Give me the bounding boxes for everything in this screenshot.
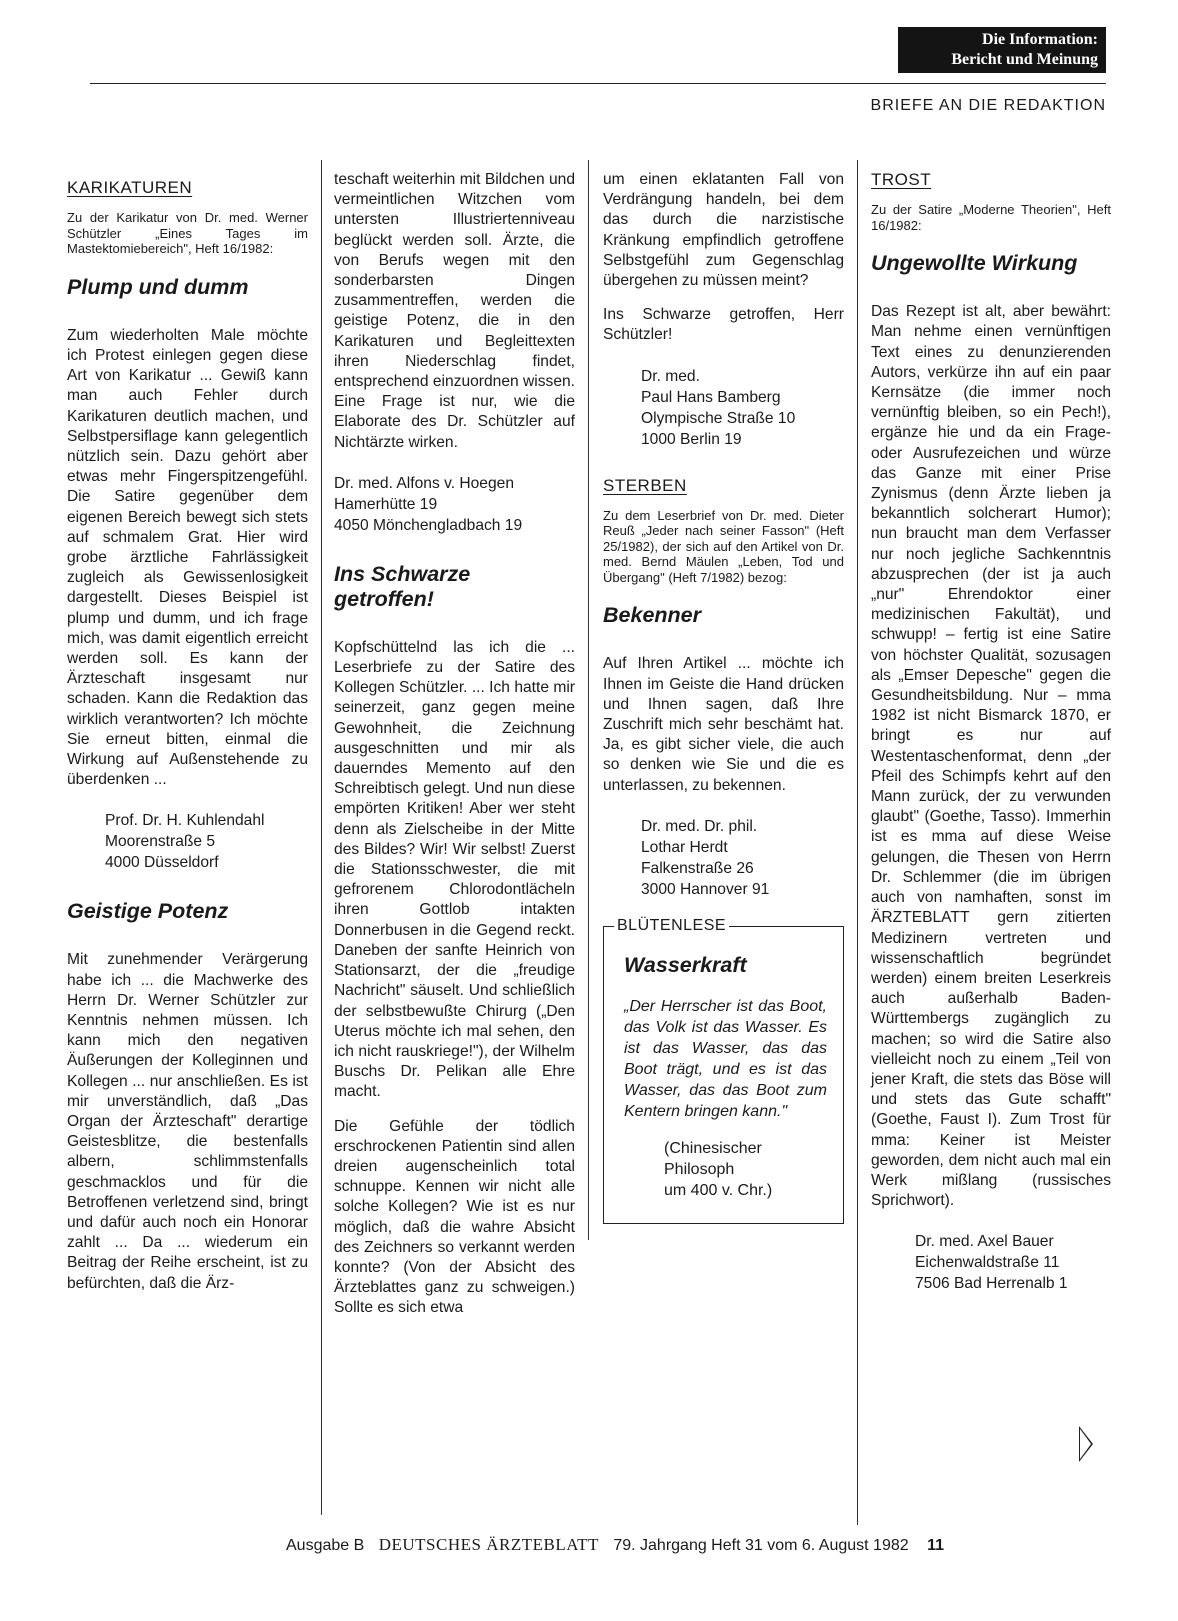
signature-line: Dr. med. Alfons v. Hoegen [334, 474, 514, 492]
signature-line: 7506 Bad Herrenalb 1 [915, 1275, 1068, 1293]
masthead-line-2: Bericht und Meinung [951, 51, 1098, 68]
signature [915, 1231, 1111, 1294]
letter-headline: Geistige Potenz [67, 899, 229, 924]
masthead-line-1: Die Information: [982, 31, 1098, 48]
signature-line: Hamerhütte 19 [334, 495, 438, 513]
signature-line: 1000 Berlin 19 [641, 430, 742, 448]
signature [641, 816, 844, 900]
signature-line: Prof. Dr. H. Kuhlendahl [105, 812, 265, 830]
letter-headline: Bekenner [603, 603, 701, 628]
letter-body: Zum wiederholten Male möchte ich Protest einlegen gegen diese Art von Karikatur ... Gewiß kann man auch Fehler durch Karikaturen deutlich machen, und Selbstpersiflage kann gelegentlich nützlich sein. Dazu gehört aber etwas mehr Fingerspitzengefühl. Die Satire gegenüber dem eigenen Bereich bewegt sich stets auf schmalem Grat. Hier wird grobe ärztliche Fahrlässigkeit zugleich als Gewissenlosigkeit dargestellt. Dieses Beispiel ist plump und dumm, und ich frage mich, was damit eigentlich erreicht werden soll. Es kann der Ärzteschaft insgesamt nur schaden. Kann die Redaktion das wirklich verantworten? Ich möchte Sie erneut bitten, einmal die Wirkung auf Außenstehende zu überdenken ... [67, 326, 308, 789]
signature-line: 3000 Hannover 91 [641, 880, 770, 898]
bluetenlese-box [603, 916, 844, 1224]
signature-line: Dr. med. Dr. phil. [641, 817, 758, 835]
footer-brand: DEUTSCHES ÄRZTEBLATT [378, 1535, 599, 1554]
quote-source-line: Philosoph [664, 1160, 735, 1178]
signature-line: Olympische Straße 10 [641, 409, 796, 427]
quote-source-line: um 400 v. Chr.) [664, 1181, 773, 1199]
signature [641, 366, 844, 450]
rubric-trost: TROST [871, 170, 932, 189]
column-1 [67, 178, 308, 1294]
box-label: BLÜTENLESE [614, 916, 729, 936]
column-2 [334, 170, 575, 1319]
letter-headline: Plump und dumm [67, 274, 249, 299]
box-headline: Wasserkraft [624, 952, 747, 977]
signature-line: Falkenstraße 26 [641, 859, 754, 877]
box-quote: „Der Herrscher ist das Boot, das Volk ist das Wasser. Es ist das Wasser, das das Boot trägt, und es ist das Wasser, das das Boot zum Kentern bringen kann." [624, 997, 827, 1120]
continue-arrow-icon [1079, 1426, 1093, 1462]
section-title: BRIEFE AN DIE REDAKTION [870, 97, 1106, 114]
column-divider [857, 160, 858, 1525]
letter-body: Auf Ihren Artikel ... möchte ich Ihnen im Geiste die Hand drücken und Ihnen sagen, daß Ihre Zuschrift mich sehr beschämt hat. Ja, es gibt sicher viele, die auch so denken wie Sie und die es unterlassen, zu bekennen. [603, 655, 844, 794]
letter-body: um einen eklatanten Fall von Verdrängung handeln, bei dem das durch die narzistische Kränkung empfindlich getroffene Selbstgefühl zum Gegenschlag übergehen zu müssen meint? [603, 171, 844, 290]
rubric-karikaturen: KARIKATUREN [67, 178, 193, 197]
column-divider [321, 160, 322, 1515]
intro-text: Zu der Satire „Moderne Theorien", Heft 16/1982: [871, 202, 1111, 233]
signature-line: Dr. med. Axel Bauer [915, 1233, 1054, 1251]
intro-text: Zu dem Leserbrief von Dr. med. Dieter Reuß „Jeder nach seiner Fasson" (Heft 25/1982), der sich auf den Artikel von Dr. med. Bernd Mäulen „Leben, Tod und Übergang" (Heft 7/1982) bezog: [603, 507, 844, 585]
footer-issue: 79. Jahrgang Heft 31 vom 6. August 1982 [613, 1537, 909, 1554]
masthead [898, 27, 1106, 73]
signature-line: Moorenstraße 5 [105, 833, 216, 851]
signature-line: 4000 Düsseldorf [105, 854, 219, 872]
footer-edition: Ausgabe B [286, 1537, 365, 1554]
column-divider [588, 160, 589, 1240]
quote-source-line: (Chinesischer [664, 1139, 762, 1157]
signature [334, 473, 575, 536]
letter-headline: Ungewollte Wirkung [871, 251, 1078, 276]
letter-headline: Ins Schwarze getroffen! [334, 561, 471, 611]
signature-line: Paul Hans Bamberg [641, 388, 781, 406]
letter-body: Die Gefühle der tödlich erschrockenen Patientin sind allen dreien augenscheinlich total schnuppe. Kennen wir nicht alle solche Kollegen? Wie ist es nur möglich, daß die wahre Absicht des Zeichners so verkannt werden konnte? (Von der Absicht des Ärzteblattes ganz zu schweigen.) Sollte es sich etwa [334, 1117, 575, 1317]
letter-body: Das Rezept ist alt, aber bewährt: Man nehme einen vernünftigen Text eines zu denunzierenden Autors, verkürze ihn auf ein paar Kernsätze (die immer noch vernünftig bleiben, so ein Pech!), ergänze hie und da ein Frage- oder Ausrufezeichen und würze das Ganze mit einer Prise Zynismus (denn Ärzte lieben ja bekanntlich solcherart Humor); nun braucht man dem Verfasser nur noch jegliche Sachkenntnis abzusprechen (der ist ja auch „nur" Ehrendoktor einer medizinischen Fakultät), und schwupp! – fertig ist eine Satire von höchster Qualität, sozusagen als „Emser Depesche" gegen die Gesundheitsbildung. Nur – mma 1982 ist nicht Bismarck 1870, er bringt es nur auf Westentaschenformat, denn „der Pfeil des Schimpfs kehrt auf den Mann zurück, der zu verwunden glaubt" (Goethe, Tasso). Immerhin ist es mma auf diese Weise gelungen, die Thesen von Herrn Dr. Schlemmer (die im übrigen auch von namhaften, sonst im ÄRZTEBLATT gern zitierten Medizinern vertreten und wissenschaftlich begründet werden) einem breiten Leserkreis auch außerhalb Baden-Württembergs zugänglich zu machen; so wird die Satire also vielleicht noch zu einem „Teil von jener Kraft, die stets das Böse will und stets das Gute schafft" (Goethe, Faust I). Zum Trost für mma: Keiner ist Meister geworden, dem nicht auch mal ein Werk mißlang (russisches Sprichwort). [871, 303, 1111, 1210]
column-4 [871, 170, 1111, 1320]
signature-line: 4050 Mönchengladbach 19 [334, 516, 523, 534]
letter-body: teschaft weiterhin mit Bildchen und vermeintlichen Witzchen vom untersten Illustriertenniveau beglückt werden soll. Ärzte, die von Berufs wegen mit den sonderbarsten Dingen zusammentreffen, werden die geistige Potenz, die in den Karikaturen und Begleittexten ihren Niederschlag findet, entsprechend einzuordnen wissen. Eine Frage ist nur, wie die Elaborate des Dr. Schützler auf Nichtärzte wirken. [334, 171, 575, 451]
letter-body: Mit zunehmender Verärgerung habe ich ... die Machwerke des Herrn Dr. Werner Schützler zur Kenntnis nehmen müssen. Ich kann mich den negativen Äußerungen der Kolleginnen und Kollegen ... nur anschließen. Es ist mir unverständlich, daß „Das Organ der Ärzteschaft" derartige Geistesblitze, die bestenfalls albern, schlimmstenfalls geschmacklos und für die Betroffenen verletzend sind, bringt und dafür auch noch ein Honorar zahlt ... Da ... wiederum ein Beitrag der Reihe erscheint, ist zu befürchten, daß die Ärz- [67, 951, 308, 1292]
footer [286, 1535, 944, 1555]
signature-line: Eichenwaldstraße 11 [915, 1254, 1060, 1272]
signature-line: Lothar Herdt [641, 838, 728, 856]
letter-body: Ins Schwarze getroffen, Herr Schützler! [603, 306, 844, 344]
letter-body: Kopfschüttelnd las ich die ... Leserbriefe zu der Satire des Kollegen Schützler. ... Ich hatte mir seinerzeit, ganz gegen meine Gewohnheit, die Zeichnung ausgeschnitten und mir als dauerndes Memento auf den Schreibtisch gelegt. Und nun diese empörten Kritiken! Aber wer steht denn als Zielscheibe in der Mitte des Bildes? Wir! Wir selbst! Zuerst die Stationsschwester, die mit gefrorenem Chlorodontlächeln ihren Gottlob intakten Donnerbusen in die Gegend reckt. Daneben der sanfte Heinrich von Stationsarzt, der die „freudige Nachricht" säuselt. Und schließlich der selbstbewußte Chirurg („Den Uterus möchte ich mal sehen, den ich nicht rauskriege!"), der Wilhelm Buschs Dr. Pelikan alle Ehre macht. [334, 638, 575, 1101]
top-rule [90, 83, 1106, 84]
rubric-sterben: STERBEN [603, 475, 687, 495]
signature [105, 810, 308, 873]
quote-source [664, 1138, 827, 1201]
column-3 [603, 170, 844, 1224]
page-number: 11 [927, 1537, 945, 1554]
intro-text: Zu der Karikatur von Dr. med. Werner Schützler „Eines Tages im Mastektomiebereich", Heft 16/1982: [67, 210, 308, 257]
signature-line: Dr. med. [641, 367, 700, 385]
